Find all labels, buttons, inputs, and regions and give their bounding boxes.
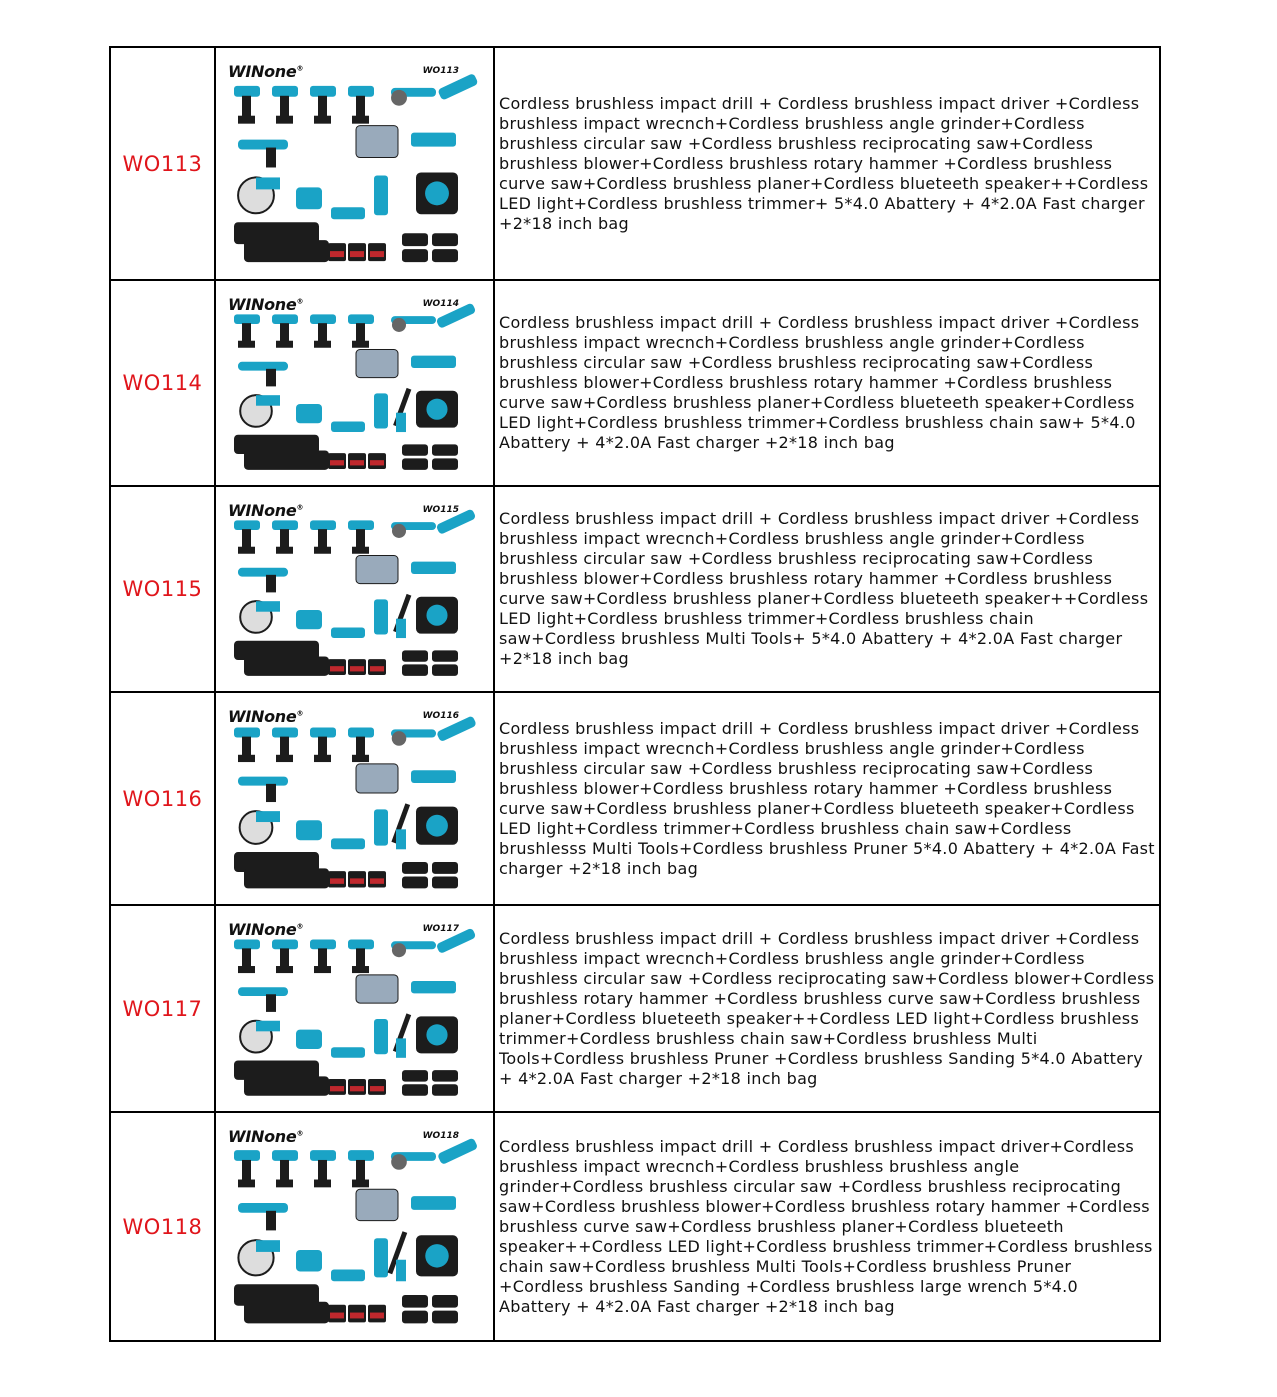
blower-icon: [238, 1203, 288, 1213]
photo-model-label: WO113: [422, 66, 459, 76]
blower-icon: [238, 987, 288, 996]
charger-icon: [402, 1311, 428, 1324]
battery-label-icon: [370, 460, 384, 465]
drill-battery-icon: [276, 966, 293, 973]
drill-battery-icon: [352, 755, 369, 762]
drill-head-icon: [310, 1150, 336, 1161]
drill-battery-icon: [352, 341, 369, 348]
trimmer-icon: [374, 599, 388, 634]
charger-icon: [402, 233, 428, 246]
planer-icon: [331, 838, 365, 849]
drill-grip-icon: [242, 737, 251, 757]
jigsaw-icon: [296, 1250, 322, 1272]
charger-icon: [432, 444, 458, 455]
battery-label-icon: [350, 878, 364, 883]
circular-saw-body-icon: [256, 177, 280, 189]
planer-icon: [331, 207, 365, 219]
blower-icon: [238, 568, 288, 577]
drill-battery-icon: [352, 547, 369, 554]
rotary-hammer-icon: [411, 133, 456, 147]
battery-label-icon: [370, 1313, 384, 1319]
drill-head-icon: [234, 1150, 260, 1161]
planer-icon: [331, 422, 365, 433]
trimmer-icon: [374, 1238, 388, 1277]
table-row: [110, 692, 1160, 905]
drill-grip-icon: [356, 529, 365, 548]
table-row: [110, 1112, 1160, 1341]
photo-model-label: WO118: [422, 1131, 459, 1141]
rotary-hammer-icon: [411, 1196, 456, 1210]
drill-head-icon: [272, 728, 298, 738]
model-code: WO117: [110, 905, 215, 1112]
battery-label-icon: [330, 666, 344, 671]
drill-head-icon: [310, 728, 336, 738]
drill-grip-icon: [242, 323, 251, 342]
tool-bag-icon: [244, 657, 329, 676]
table-row: [110, 47, 1160, 280]
charger-icon: [432, 249, 458, 262]
battery-label-icon: [330, 251, 344, 257]
trimmer-icon: [374, 393, 388, 428]
drill-head-icon: [272, 314, 298, 324]
photo-model-label: WO116: [422, 711, 459, 721]
rotary-hammer-icon: [411, 981, 456, 993]
tool-bag-icon: [244, 1076, 329, 1095]
product-description: Cordless brushless impact drill + Cordless brushless impact driver+Cordless brushless impact wrecnch+Cordless brushless brushless angle grinder+Cordless brushless circular saw +Cordless brushless reciprocating saw+Cordless brushless blower+Cordless brushless rotary hammer +Cordless brushless curve saw+Cordless brushless planer+Cordless blueteeth speaker++Cordless LED light+Cordless brushless trimmer+Cordless brushless chain saw+Cordless brushless Multi Tools+Cordless brushless Pruner +Cordless brushless Sanding +Cordless brushless large wrench 5*4.0 Abattery + 4*2.0A Fast charger +2*18 inch bag: [494, 1112, 1160, 1341]
drill-grip-icon: [356, 323, 365, 342]
brand-logo: WINone®: [228, 1127, 304, 1146]
drill-head-icon: [310, 86, 336, 97]
drill-head-icon: [348, 728, 374, 738]
drill-battery-icon: [238, 547, 255, 554]
drill-head-icon: [272, 940, 298, 950]
blower-grip-icon: [266, 369, 276, 387]
charger-icon: [402, 1084, 428, 1095]
charger-icon: [402, 1295, 428, 1308]
speaker-cone-icon: [425, 181, 449, 205]
tool-bag-icon: [244, 868, 329, 888]
drill-grip-icon: [280, 96, 289, 118]
drill-battery-icon: [314, 1180, 331, 1188]
rotary-hammer-icon: [411, 770, 456, 783]
battery-label-icon: [350, 460, 364, 465]
drill-grip-icon: [356, 737, 365, 757]
drill-battery-icon: [276, 341, 293, 348]
registered-mark-icon: ®: [296, 709, 304, 718]
brand-logo: WINone®: [228, 295, 304, 314]
registered-mark-icon: ®: [296, 297, 304, 306]
registered-mark-icon: ®: [296, 503, 304, 512]
drill-head-icon: [272, 86, 298, 97]
drill-battery-icon: [314, 966, 331, 973]
drill-battery-icon: [352, 1180, 369, 1188]
product-description: Cordless brushless impact drill + Cordless brushless impact driver +Cordless brushless impact wrecnch+Cordless brushless angle grinder+Cordless brushless circular saw +Cordless brushless reciprocating saw+Cordless brushless blower+Cordless brushless rotary hammer +Cordless brushless curve saw+Cordless brushless planer+Cordless blueteeth speaker+Cordless LED light+Cordless trimmer+Cordless brushless chain saw+Cordless brushlesss Multi Tools+Cordless brushless Pruner 5*4.0 Abattery + 4*2.0A Fast charger +2*18 inch bag: [494, 692, 1160, 905]
planer-icon: [331, 1270, 365, 1282]
charger-icon: [402, 877, 428, 889]
blower-icon: [238, 140, 288, 150]
charger-icon: [432, 458, 458, 469]
drill-battery-icon: [276, 547, 293, 554]
drill-head-icon: [348, 314, 374, 324]
model-code: WO114: [110, 280, 215, 486]
product-description: Cordless brushless impact drill + Cordless brushless impact driver +Cordless brushless impact wrecnch+Cordless brushless angle grinder+Cordless brushless circular saw +Cordless brushless reciprocating saw+Cordless brushless blower+Cordless brushless rotary hammer +Cordless brushless curve saw+Cordless brushless planer+Cordless blueteeth speaker++Cordless LED light+Cordless brushless trimmer+Cordless brushless chain saw+Cordless brushless Multi Tools+ 5*4.0 Abattery + 4*2.0A Fast charger +2*18 inch bag: [494, 486, 1160, 692]
battery-label-icon: [350, 251, 364, 257]
speaker-cone-icon: [425, 1244, 448, 1267]
power-tool-kit-icon: [216, 48, 494, 277]
grinder-disc-icon: [392, 943, 406, 957]
drill-grip-icon: [356, 96, 365, 118]
trimmer-icon: [374, 1019, 388, 1054]
blower-grip-icon: [266, 1211, 276, 1231]
charger-icon: [402, 664, 428, 675]
led-light-icon: [356, 126, 398, 158]
chain-saw-body-icon: [396, 1260, 406, 1282]
battery-label-icon: [350, 1313, 364, 1319]
charger-icon: [432, 862, 458, 874]
model-code: WO113: [110, 47, 215, 280]
drill-head-icon: [348, 86, 374, 97]
battery-label-icon: [350, 666, 364, 671]
circular-saw-body-icon: [256, 395, 280, 406]
circular-saw-body-icon: [256, 1021, 280, 1032]
table-row: [110, 280, 1160, 486]
table-row: [110, 486, 1160, 692]
drill-battery-icon: [314, 547, 331, 554]
drill-head-icon: [234, 520, 260, 530]
drill-head-icon: [348, 520, 374, 530]
planer-icon: [331, 1047, 365, 1058]
drill-battery-icon: [276, 116, 293, 124]
rotary-hammer-icon: [411, 562, 456, 574]
rotary-hammer-icon: [411, 356, 456, 368]
tool-bag-icon: [244, 1302, 329, 1324]
grinder-disc-icon: [392, 731, 407, 746]
blower-icon: [238, 362, 288, 371]
led-light-icon: [356, 1189, 398, 1220]
jigsaw-icon: [296, 404, 322, 423]
blower-grip-icon: [266, 994, 276, 1012]
chain-saw-body-icon: [396, 619, 406, 638]
battery-label-icon: [330, 878, 344, 883]
brand-logo: WINone®: [228, 501, 304, 520]
drill-grip-icon: [318, 323, 327, 342]
drill-battery-icon: [314, 341, 331, 348]
charger-icon: [402, 862, 428, 874]
grinder-disc-icon: [392, 318, 406, 332]
trimmer-icon: [374, 175, 388, 215]
product-photo: [215, 486, 494, 692]
drill-battery-icon: [276, 1180, 293, 1188]
drill-grip-icon: [318, 737, 327, 757]
charger-icon: [402, 650, 428, 661]
charger-icon: [432, 650, 458, 661]
tool-bag-icon: [244, 240, 329, 262]
drill-grip-icon: [318, 96, 327, 118]
brand-logo: WINone®: [228, 62, 304, 81]
blower-icon: [238, 777, 288, 786]
charger-icon: [402, 249, 428, 262]
drill-battery-icon: [276, 755, 293, 762]
product-photo: [215, 692, 494, 905]
charger-icon: [432, 664, 458, 675]
photo-model-label: WO114: [422, 299, 459, 309]
charger-icon: [402, 444, 428, 455]
grinder-disc-icon: [391, 90, 407, 106]
drill-grip-icon: [280, 1160, 289, 1182]
photo-model-label: WO115: [422, 505, 459, 515]
blower-grip-icon: [266, 784, 276, 802]
speaker-cone-icon: [426, 1024, 447, 1045]
battery-label-icon: [370, 666, 384, 671]
trimmer-icon: [374, 809, 388, 845]
model-code: WO116: [110, 692, 215, 905]
registered-mark-icon: ®: [296, 922, 304, 931]
product-photo: [215, 47, 494, 280]
drill-battery-icon: [238, 966, 255, 973]
product-photo: [215, 280, 494, 486]
battery-label-icon: [370, 1086, 384, 1091]
charger-icon: [402, 1070, 428, 1081]
speaker-cone-icon: [426, 815, 448, 837]
drill-grip-icon: [318, 1160, 327, 1182]
drill-battery-icon: [238, 755, 255, 762]
drill-head-icon: [310, 520, 336, 530]
charger-icon: [432, 1070, 458, 1081]
blower-grip-icon: [266, 575, 276, 593]
drill-head-icon: [310, 314, 336, 324]
drill-battery-icon: [238, 116, 255, 124]
charger-icon: [402, 458, 428, 469]
recip-saw-icon: [437, 1137, 478, 1165]
registered-mark-icon: ®: [296, 1129, 304, 1138]
drill-grip-icon: [318, 948, 327, 967]
power-tool-kit-icon: [216, 1113, 494, 1338]
battery-label-icon: [330, 460, 344, 465]
drill-head-icon: [272, 1150, 298, 1161]
jigsaw-icon: [296, 187, 322, 209]
led-light-icon: [356, 556, 398, 584]
product-description: Cordless brushless impact drill + Cordless brushless impact driver +Cordless brushless impact wrecnch+Cordless brushless angle grinder+Cordless brushless circular saw +Cordless brushless reciprocating saw+Cordless brushless blower+Cordless brushless rotary hammer +Cordless brushless curve saw+Cordless brushless planer+Cordless blueteeth speaker+Cordless LED light+Cordless brushless trimmer+Cordless brushless chain saw+ 5*4.0 Abattery + 4*2.0A Fast charger +2*18 inch bag: [494, 280, 1160, 486]
drill-grip-icon: [318, 529, 327, 548]
product-description: Cordless brushless impact drill + Cordless brushless impact driver +Cordless brushless impact wrecnch+Cordless brushless angle grinder+Cordless brushless circular saw +Cordless brushless reciprocating saw+Cordless brushless blower+Cordless brushless rotary hammer +Cordless brushless curve saw+Cordless brushless planer+Cordless blueteeth speaker++Cordless LED light+Cordless brushless trimmer+ 5*4.0 Abattery + 4*2.0A Fast charger +2*18 inch bag: [494, 47, 1160, 280]
model-code: WO118: [110, 1112, 215, 1341]
drill-battery-icon: [314, 755, 331, 762]
battery-label-icon: [330, 1086, 344, 1091]
led-light-icon: [356, 764, 398, 793]
jigsaw-icon: [296, 1030, 322, 1049]
chain-saw-body-icon: [396, 829, 406, 849]
battery-label-icon: [330, 1313, 344, 1319]
battery-label-icon: [350, 1086, 364, 1091]
speaker-cone-icon: [426, 399, 447, 420]
grinder-disc-icon: [392, 524, 406, 538]
charger-icon: [432, 233, 458, 246]
drill-grip-icon: [356, 1160, 365, 1182]
drill-grip-icon: [280, 737, 289, 757]
jigsaw-icon: [296, 820, 322, 840]
drill-grip-icon: [356, 948, 365, 967]
brand-logo: WINone®: [228, 920, 304, 939]
drill-head-icon: [272, 520, 298, 530]
circular-saw-body-icon: [256, 811, 280, 822]
circular-saw-body-icon: [256, 1240, 280, 1252]
drill-head-icon: [234, 86, 260, 97]
jigsaw-icon: [296, 610, 322, 629]
drill-head-icon: [234, 314, 260, 324]
charger-icon: [432, 1311, 458, 1324]
drill-battery-icon: [352, 966, 369, 973]
chain-saw-body-icon: [396, 1038, 406, 1057]
brand-logo: WINone®: [228, 707, 304, 726]
charger-icon: [432, 877, 458, 889]
drill-grip-icon: [242, 1160, 251, 1182]
drill-head-icon: [348, 1150, 374, 1161]
product-photo: [215, 1112, 494, 1341]
recip-saw-icon: [437, 73, 478, 101]
charger-icon: [432, 1084, 458, 1095]
product-description: Cordless brushless impact drill + Cordless brushless impact driver +Cordless brushless impact wrecnch+Cordless brushless angle grinder+Cordless brushless circular saw +Cordless reciprocating saw+Cordless blower+Cordless brushless rotary hammer +Cordless brushless curve saw+Cordless brushless planer+Cordless blueteeth speaker++Cordless LED light+Cordless brushless trimmer+Cordless brushless chain saw+Cordless brushless Multi Tools+Cordless brushless Pruner +Cordless brushless Sanding 5*4.0 Abattery + 4*2.0A Fast charger +2*18 inch bag: [494, 905, 1160, 1112]
circular-saw-body-icon: [256, 601, 280, 612]
product-photo: [215, 905, 494, 1112]
drill-head-icon: [310, 940, 336, 950]
registered-mark-icon: ®: [296, 64, 304, 73]
drill-grip-icon: [242, 948, 251, 967]
chain-saw-body-icon: [396, 413, 406, 432]
product-table: [109, 46, 1161, 1342]
blower-grip-icon: [266, 148, 276, 168]
planer-icon: [331, 628, 365, 639]
table-row: [110, 905, 1160, 1112]
drill-grip-icon: [280, 323, 289, 342]
drill-grip-icon: [242, 96, 251, 118]
drill-grip-icon: [242, 529, 251, 548]
tool-bag-icon: [244, 451, 329, 470]
charger-icon: [432, 1295, 458, 1308]
led-light-icon: [356, 350, 398, 378]
drill-grip-icon: [280, 529, 289, 548]
drill-grip-icon: [280, 948, 289, 967]
drill-battery-icon: [238, 1180, 255, 1188]
led-light-icon: [356, 975, 398, 1003]
battery-label-icon: [370, 251, 384, 257]
battery-label-icon: [370, 878, 384, 883]
model-code: WO115: [110, 486, 215, 692]
drill-battery-icon: [238, 341, 255, 348]
grinder-disc-icon: [391, 1154, 407, 1170]
speaker-cone-icon: [426, 605, 447, 626]
drill-head-icon: [234, 940, 260, 950]
drill-battery-icon: [314, 116, 331, 124]
photo-model-label: WO117: [422, 924, 459, 934]
drill-head-icon: [234, 728, 260, 738]
drill-head-icon: [348, 940, 374, 950]
drill-battery-icon: [352, 116, 369, 124]
